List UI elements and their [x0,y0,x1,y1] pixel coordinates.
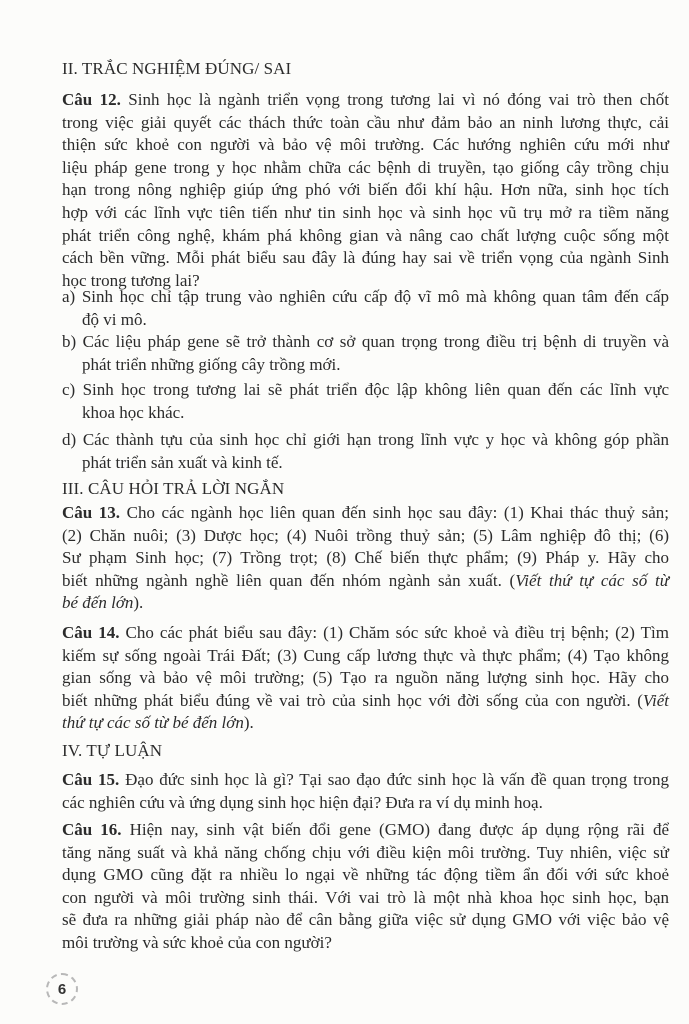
text-segment: khoa học khác. [82,402,185,422]
text-segment: liệu pháp gene trong y học nhằm chữa các bệnh di truyền, tạo giống cây trồng chịu [62,157,669,177]
text-segment: trong việc giải quyết các thách thức toàn cầu như đảm bảo an ninh lương thực, cải [62,112,669,132]
question-12 [62,89,669,292]
text-line [62,247,669,270]
text-line [62,792,669,815]
text-segment: phát triển công nghệ, khám phá không gian và nâng cao chất lượng cuộc sống một [62,225,669,245]
text-segment: phát triển những giống cây trồng mới. [82,354,341,374]
text-line [62,429,669,452]
question-14 [62,622,669,735]
text-segment: Cho các ngành học liên quan đến sinh học sau đây: (1) Khai thác thuỷ sản; [120,503,669,522]
option-a [62,286,669,331]
text-segment: hạn trong nông nghiệp giúp ứng phó với biến đổi khí hậu. Hơn nữa, sinh học tích [62,180,669,200]
text-line [62,932,669,955]
text-segment: sẽ đưa ra những giải pháp nào để cân bằng giữa việc sử dụng GMO với việc bảo vệ [62,910,669,930]
text-segment: biết những phát biểu đúng về vai trò của sinh học với đời sống của con người. ( [62,690,643,710]
question-label: Câu 13. [62,503,121,522]
question-label: Câu 14. [62,623,120,642]
text-segment: dụng GMO cũng đặt ra nhiều lo ngại về những tác động tiềm ẩn đối với sức khoẻ [62,865,669,885]
text-segment: d) Các thành tựu của sinh học chỉ giới hạn trong lĩnh vực y học và không góp phần [62,430,669,449]
text-segment: con người và môi trường sinh thái. Với vai trò là một nhà khoa học sinh học, bạn [62,887,669,907]
text-line [62,592,669,615]
question-label: Câu 15. [62,770,120,789]
text-line [62,379,669,402]
page-number-text: 6 [57,980,67,998]
text-segment: Sinh học là ngành triển vọng trong tương lai vì nó đóng vai trò then chốt [120,90,670,109]
text-line [62,502,669,525]
text-line [62,452,669,475]
text-segment: cách bền vững. Mỗi phát biểu sau đây là đúng hay sai về triển vọng của ngành Sinh [62,248,669,268]
italic-instruction: bé đến lớn [62,593,134,613]
italic-instruction: Viết [642,690,669,710]
text-line [62,112,669,135]
text-segment: kiếm sự sống ngoài Trái Đất; (3) Cung cấp lương thực và thực phẩm; (4) Tạo không [62,645,669,665]
text-line [62,645,669,668]
text-segment: (2) Chăn nuôi; (3) Dược học; (4) Nuôi trồng thuỷ sản; (5) Lâm nghiệp đô thị; (6) [62,525,669,545]
text-segment: hợp với các lĩnh vực tiên tiến như tin sinh học và sinh học vũ trụ mở ra tiềm năng [62,202,669,222]
question-label: Câu 12. [62,90,121,109]
text-line [62,842,669,865]
section-heading-s4: IV. TỰ LUẬN [62,741,163,760]
text-line [62,225,669,248]
option-c [62,379,669,424]
text-line [62,667,669,690]
text-line [62,547,669,570]
text-segment: b) Các liệu pháp gene sẽ trở thành cơ sở quan trọng trong điều trị bệnh di truyền và [62,332,669,351]
option-d [62,429,669,474]
text-line [62,179,669,202]
text-segment: Cho các phát biểu sau đây: (1) Chăm sóc sức khoẻ và điều trị bệnh; (2) Tìm [119,623,669,642]
text-segment: học trong tương lai? [62,270,200,290]
text-line [62,819,669,842]
text-line [62,712,669,735]
text-line [62,202,669,225]
text-line [62,525,669,548]
text-segment: thiện sức khoẻ con người và bảo vệ môi trường. Các hướng nghiên cứu mới như [62,135,669,155]
text-line [62,622,669,645]
text-segment: phát triển sản xuất và kinh tế. [82,452,283,472]
text-segment: Sư phạm Sinh học; (7) Trồng trọt; (8) Chế biến thực phẩm; (9) Pháp y. Hãy cho [62,548,669,568]
text-line [62,331,669,354]
text-line [62,134,669,157]
question-label: Câu 16. [62,820,122,839]
text-line [62,690,669,713]
italic-instruction: Viết thứ tự các số từ [515,570,669,590]
text-segment: Hiện nay, sinh vật biến đổi gene (GMO) đang được áp dụng rộng rãi để [121,820,669,839]
text-line [62,864,669,887]
section-heading-s3: III. CÂU HỎI TRẢ LỜI NGẮN [62,479,285,498]
page-number [46,973,78,1005]
text-line [62,909,669,932]
text-segment: Đạo đức sinh học là gì? Tại sao đạo đức sinh học là vấn đề quan trọng trong [119,770,670,789]
italic-instruction: thứ tự các số từ bé đến lớn [62,713,244,733]
question-16 [62,819,669,955]
text-segment: gian sống và bảo vệ môi trường; (5) Tạo ra nguồn năng lượng sinh học. Hãy cho [62,668,669,688]
text-line [62,887,669,910]
option-b [62,331,669,376]
text-line [62,157,669,180]
text-segment: độ vi mô. [82,309,147,329]
question-15 [62,769,669,814]
text-line [62,402,669,425]
text-line [62,570,669,593]
text-segment: c) Sinh học trong tương lai sẽ phát triển độc lập không liên quan đến các lĩnh vực [62,380,669,399]
text-segment: ). [243,713,254,733]
text-segment: a) Sinh học chỉ tập trung vào nghiên cứu cấp độ vĩ mô mà không quan tâm đến cấp [62,287,669,306]
text-segment: ). [133,593,144,613]
text-line [62,354,669,377]
text-line [62,89,669,112]
section-heading-s2: II. TRẮC NGHIỆM ĐÚNG/ SAI [62,59,292,78]
text-line [62,769,669,792]
question-13 [62,502,669,615]
text-segment: biết những ngành nghề liên quan đến nhóm ngành sản xuất. ( [62,570,516,590]
text-line [62,286,669,309]
text-line [62,309,669,332]
text-segment: tăng năng suất và khả năng chống chịu với điều kiện môi trường. Tuy nhiên, việc sử [62,842,669,862]
text-segment: các nghiên cứu và ứng dụng sinh học hiện đại? Đưa ra ví dụ minh hoạ. [62,792,543,812]
text-segment: môi trường và sức khoẻ của con người? [62,932,332,952]
